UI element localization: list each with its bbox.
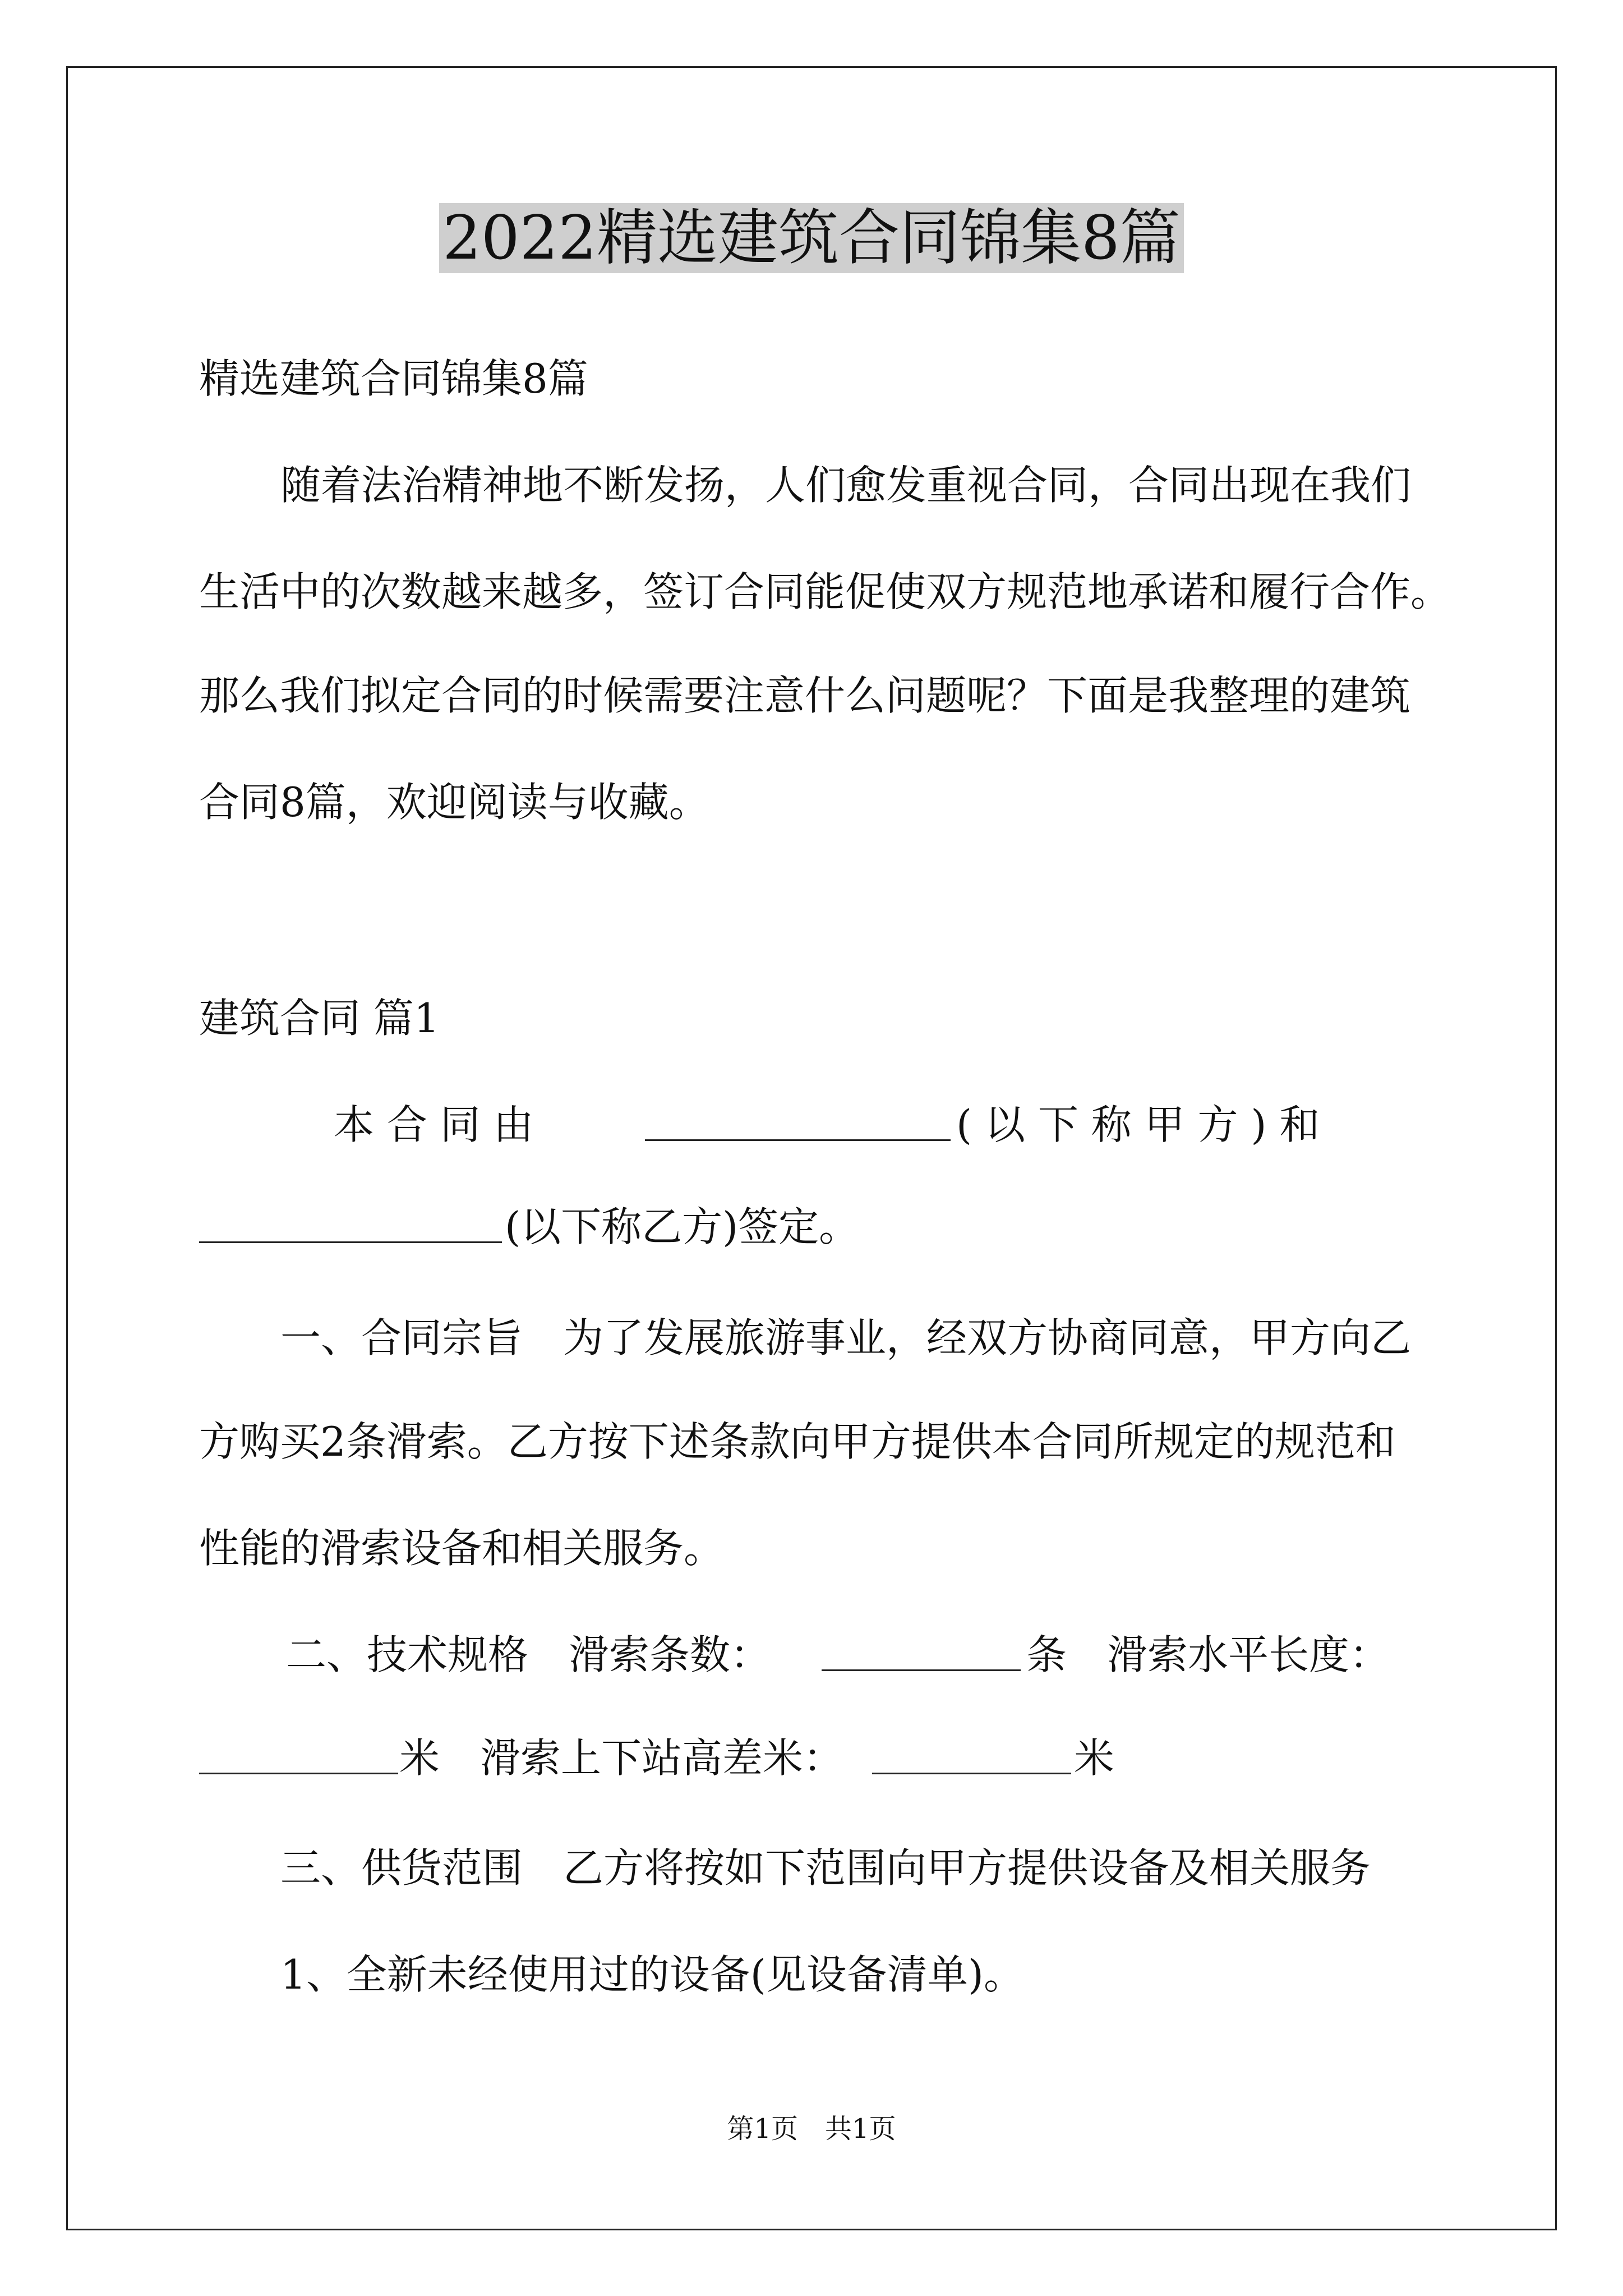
clause-3: 三、供货范围 乙方将按如下范围向甲方提供设备及相关服务: [280, 1844, 1371, 1892]
cable-count-blank: [822, 1631, 1021, 1671]
intro-line-2: 生活中的次数越来越多，签订合同能促使双方规范地承诺和履行合作。: [199, 568, 1451, 615]
clause-1-line-2: 方购买2条滑索。乙方按下述条款向甲方提供本合同所规定的规范和: [199, 1418, 1396, 1465]
party-line-1-suffix: ( 以 下 称 甲 方 ) 和: [956, 1101, 1320, 1148]
document-title: [0, 196, 1623, 280]
clause-2-unit-3: 米: [1074, 1734, 1115, 1782]
party-line-2-suffix: (以下称乙方)签定。: [505, 1203, 860, 1250]
intro-line-4: 合同8篇，欢迎阅读与收藏。: [199, 779, 709, 826]
page-footer: 第1页 共1页: [727, 2113, 896, 2145]
document-subtitle: 精选建筑合同锦集8篇: [199, 355, 588, 402]
clause-2-prefix: 二、技术规格 滑索条数：: [286, 1631, 771, 1678]
clause-1-line-1: 一、合同宗旨 为了发展旅游事业，经双方协商同意，甲方向乙: [280, 1314, 1412, 1361]
party-b-blank: [199, 1203, 502, 1243]
clause-1-line-3: 性能的滑索设备和相关服务。: [199, 1525, 725, 1572]
intro-line-3: 那么我们拟定合同的时候需要注意什么问题呢？下面是我整理的建筑: [199, 672, 1411, 719]
clause-2-unit-2: 米 滑索上下站高差米：: [399, 1734, 844, 1782]
document-title-text: 2022精选建筑合同锦集8篇: [439, 203, 1184, 273]
intro-line-1: 随着法治精神地不断发扬，人们愈发重视合同，合同出现在我们: [280, 462, 1412, 509]
cable-length-blank: [199, 1734, 398, 1774]
item-1: 1、全新未经使用过的设备(见设备清单)。: [280, 1951, 1024, 1998]
section-heading: 建筑合同 篇1: [199, 995, 440, 1042]
party-line-1-prefix: 本 合 同 由: [334, 1101, 534, 1148]
clause-2-unit-1: 条 滑索水平长度：: [1026, 1631, 1390, 1678]
height-diff-blank: [872, 1734, 1071, 1774]
party-a-blank: [645, 1101, 951, 1141]
